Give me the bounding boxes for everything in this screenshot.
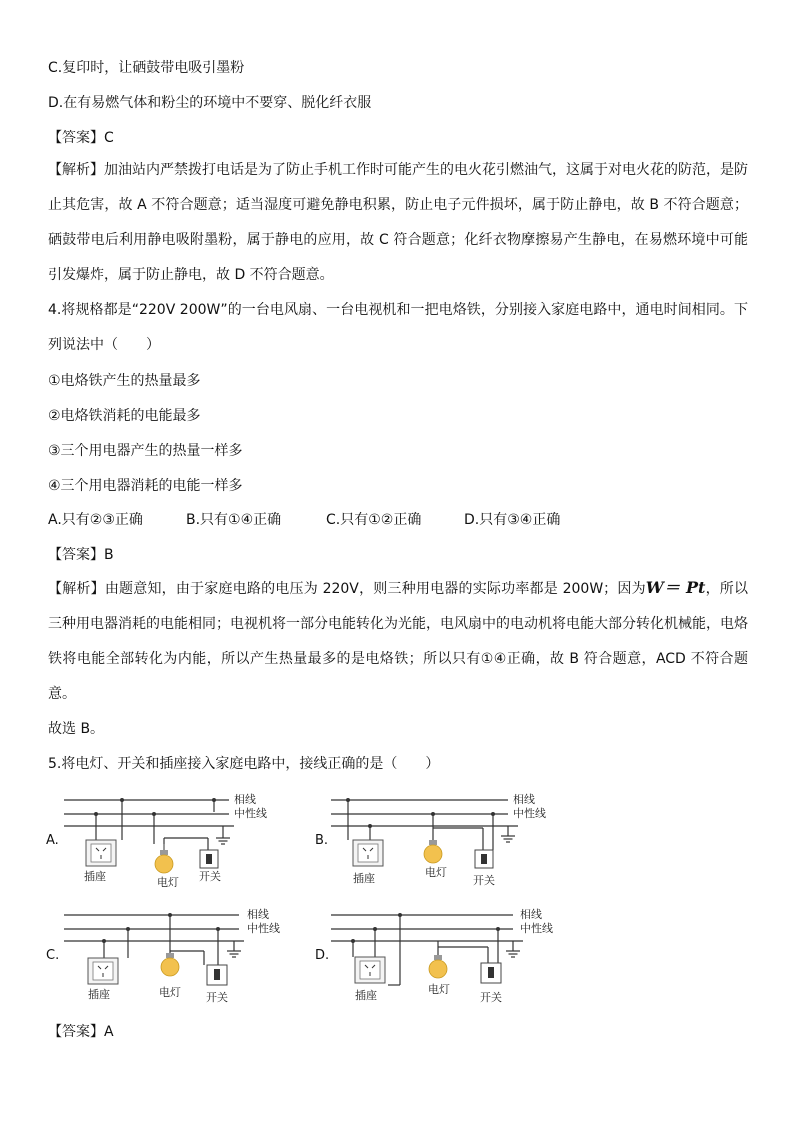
- statement-1: ①电烙铁产生的热量最多: [48, 373, 201, 389]
- socket-icon: [86, 840, 116, 866]
- lamp-label: 电灯: [428, 983, 450, 996]
- diagram-b-letter: B.: [315, 833, 329, 848]
- statement-4: ④三个用电器消耗的电能一样多: [48, 478, 243, 494]
- option-d: D.只有③④正确: [464, 512, 561, 528]
- circuit-diagram-c: [44, 903, 304, 1008]
- analysis-3: 【解析】加油站内严禁拨打电话是为了防止手机工作时可能产生的电火花引燃油气，这属于对电火花的防范，是防止其危害，故 A 不符合题意；适当湿度可避免静电积累，防止电子元件损坏，属于防止静电，故 B 不符合题意；硒鼓带电后利用静电吸附墨粉，属于静电的应用，故 C 符合题意；化纤衣物摩擦易产生静电，在易燃环境中可能引发爆炸，属于防止静电，故 D 不符合题意。: [48, 162, 748, 283]
- switch-label: 开关: [473, 874, 495, 887]
- lamp-label: 电灯: [157, 876, 179, 889]
- diagram-d-letter: D.: [315, 948, 330, 963]
- lamp-icon: [424, 840, 442, 863]
- socket-label: 插座: [355, 989, 377, 1002]
- option-d-text: D.在有易燃气体和粉尘的环境中不要穿、脱化纤衣服: [48, 95, 372, 111]
- analysis-4-part-b: ，所以三种用电器消耗的电能相同；电视机将一部分电能转化为光能，电风扇中的电动机将电能大部分转化机械能，电烙铁将电能全部转化为内能，所以产生热量最多的是电烙铁；所以只有①④正确，故 B 符合题意，ACD 不符合题意。: [48, 581, 749, 702]
- socket-icon: [355, 957, 385, 983]
- switch-icon: [200, 850, 218, 868]
- live-wire-label: 相线: [234, 793, 256, 806]
- question-5-stem: 5.将电灯、开关和插座接入家庭电路中，接线正确的是（ ）: [48, 756, 440, 772]
- analysis-4-part-a: 【解析】由题意知，由于家庭电路的电压为 220V，则三种用电器的实际功率都是 200W；因为: [48, 581, 646, 597]
- socket-label: 插座: [84, 870, 106, 883]
- neutral-wire-label: 中性线: [513, 807, 546, 820]
- option-a: A.只有②③正确: [48, 512, 143, 528]
- question-4-options: [48, 510, 560, 530]
- switch-label: 开关: [206, 991, 228, 1004]
- lamp-icon: [161, 953, 179, 976]
- question-4-stem: 4.将规格都是“220V 200W”的一台电风扇、一台电视机和一把电烙铁，分别接入家庭电路中，通电时间相同。下列说法中（ ）: [48, 302, 748, 353]
- live-wire-label: 相线: [520, 908, 542, 921]
- option-b: B.只有①④正确: [186, 512, 282, 528]
- circuit-diagram-d: [313, 905, 573, 1010]
- diagram-c-letter: C.: [46, 948, 60, 963]
- switch-label: 开关: [199, 870, 221, 883]
- statement-3: ③三个用电器产生的热量一样多: [48, 443, 243, 459]
- circuit-diagram-b: [313, 790, 573, 895]
- lamp-label: 电灯: [425, 866, 447, 879]
- energy-formula: W＝ Pt: [645, 578, 706, 597]
- answer-4: 【答案】B: [48, 547, 114, 563]
- conclusion-4: 故选 B。: [48, 721, 105, 737]
- neutral-wire-label: 中性线: [247, 922, 280, 935]
- lamp-icon: [155, 844, 173, 873]
- switch-label: 开关: [480, 991, 502, 1004]
- socket-label: 插座: [88, 988, 110, 1001]
- socket-icon: [353, 840, 383, 866]
- switch-icon: [475, 850, 493, 868]
- neutral-wire-label: 中性线: [520, 922, 553, 935]
- analysis-4: [48, 570, 748, 712]
- lamp-label: 电灯: [159, 986, 181, 999]
- socket-label: 插座: [353, 872, 375, 885]
- socket-icon: [88, 958, 118, 984]
- circuit-diagram-a: [44, 788, 304, 893]
- live-wire-label: 相线: [513, 793, 535, 806]
- answer-3: 【答案】C: [48, 130, 114, 146]
- switch-icon: [207, 965, 227, 985]
- live-wire-label: 相线: [247, 908, 269, 921]
- switch-icon: [481, 963, 501, 983]
- option-c: C.只有①②正确: [326, 512, 422, 528]
- diagram-a-letter: A.: [46, 833, 59, 848]
- statement-2: ②电烙铁消耗的电能最多: [48, 408, 201, 424]
- answer-5: 【答案】A: [48, 1024, 114, 1040]
- lamp-icon: [429, 955, 447, 978]
- option-c-text: C.复印时，让硒鼓带电吸引墨粉: [48, 60, 245, 76]
- neutral-wire-label: 中性线: [234, 807, 267, 820]
